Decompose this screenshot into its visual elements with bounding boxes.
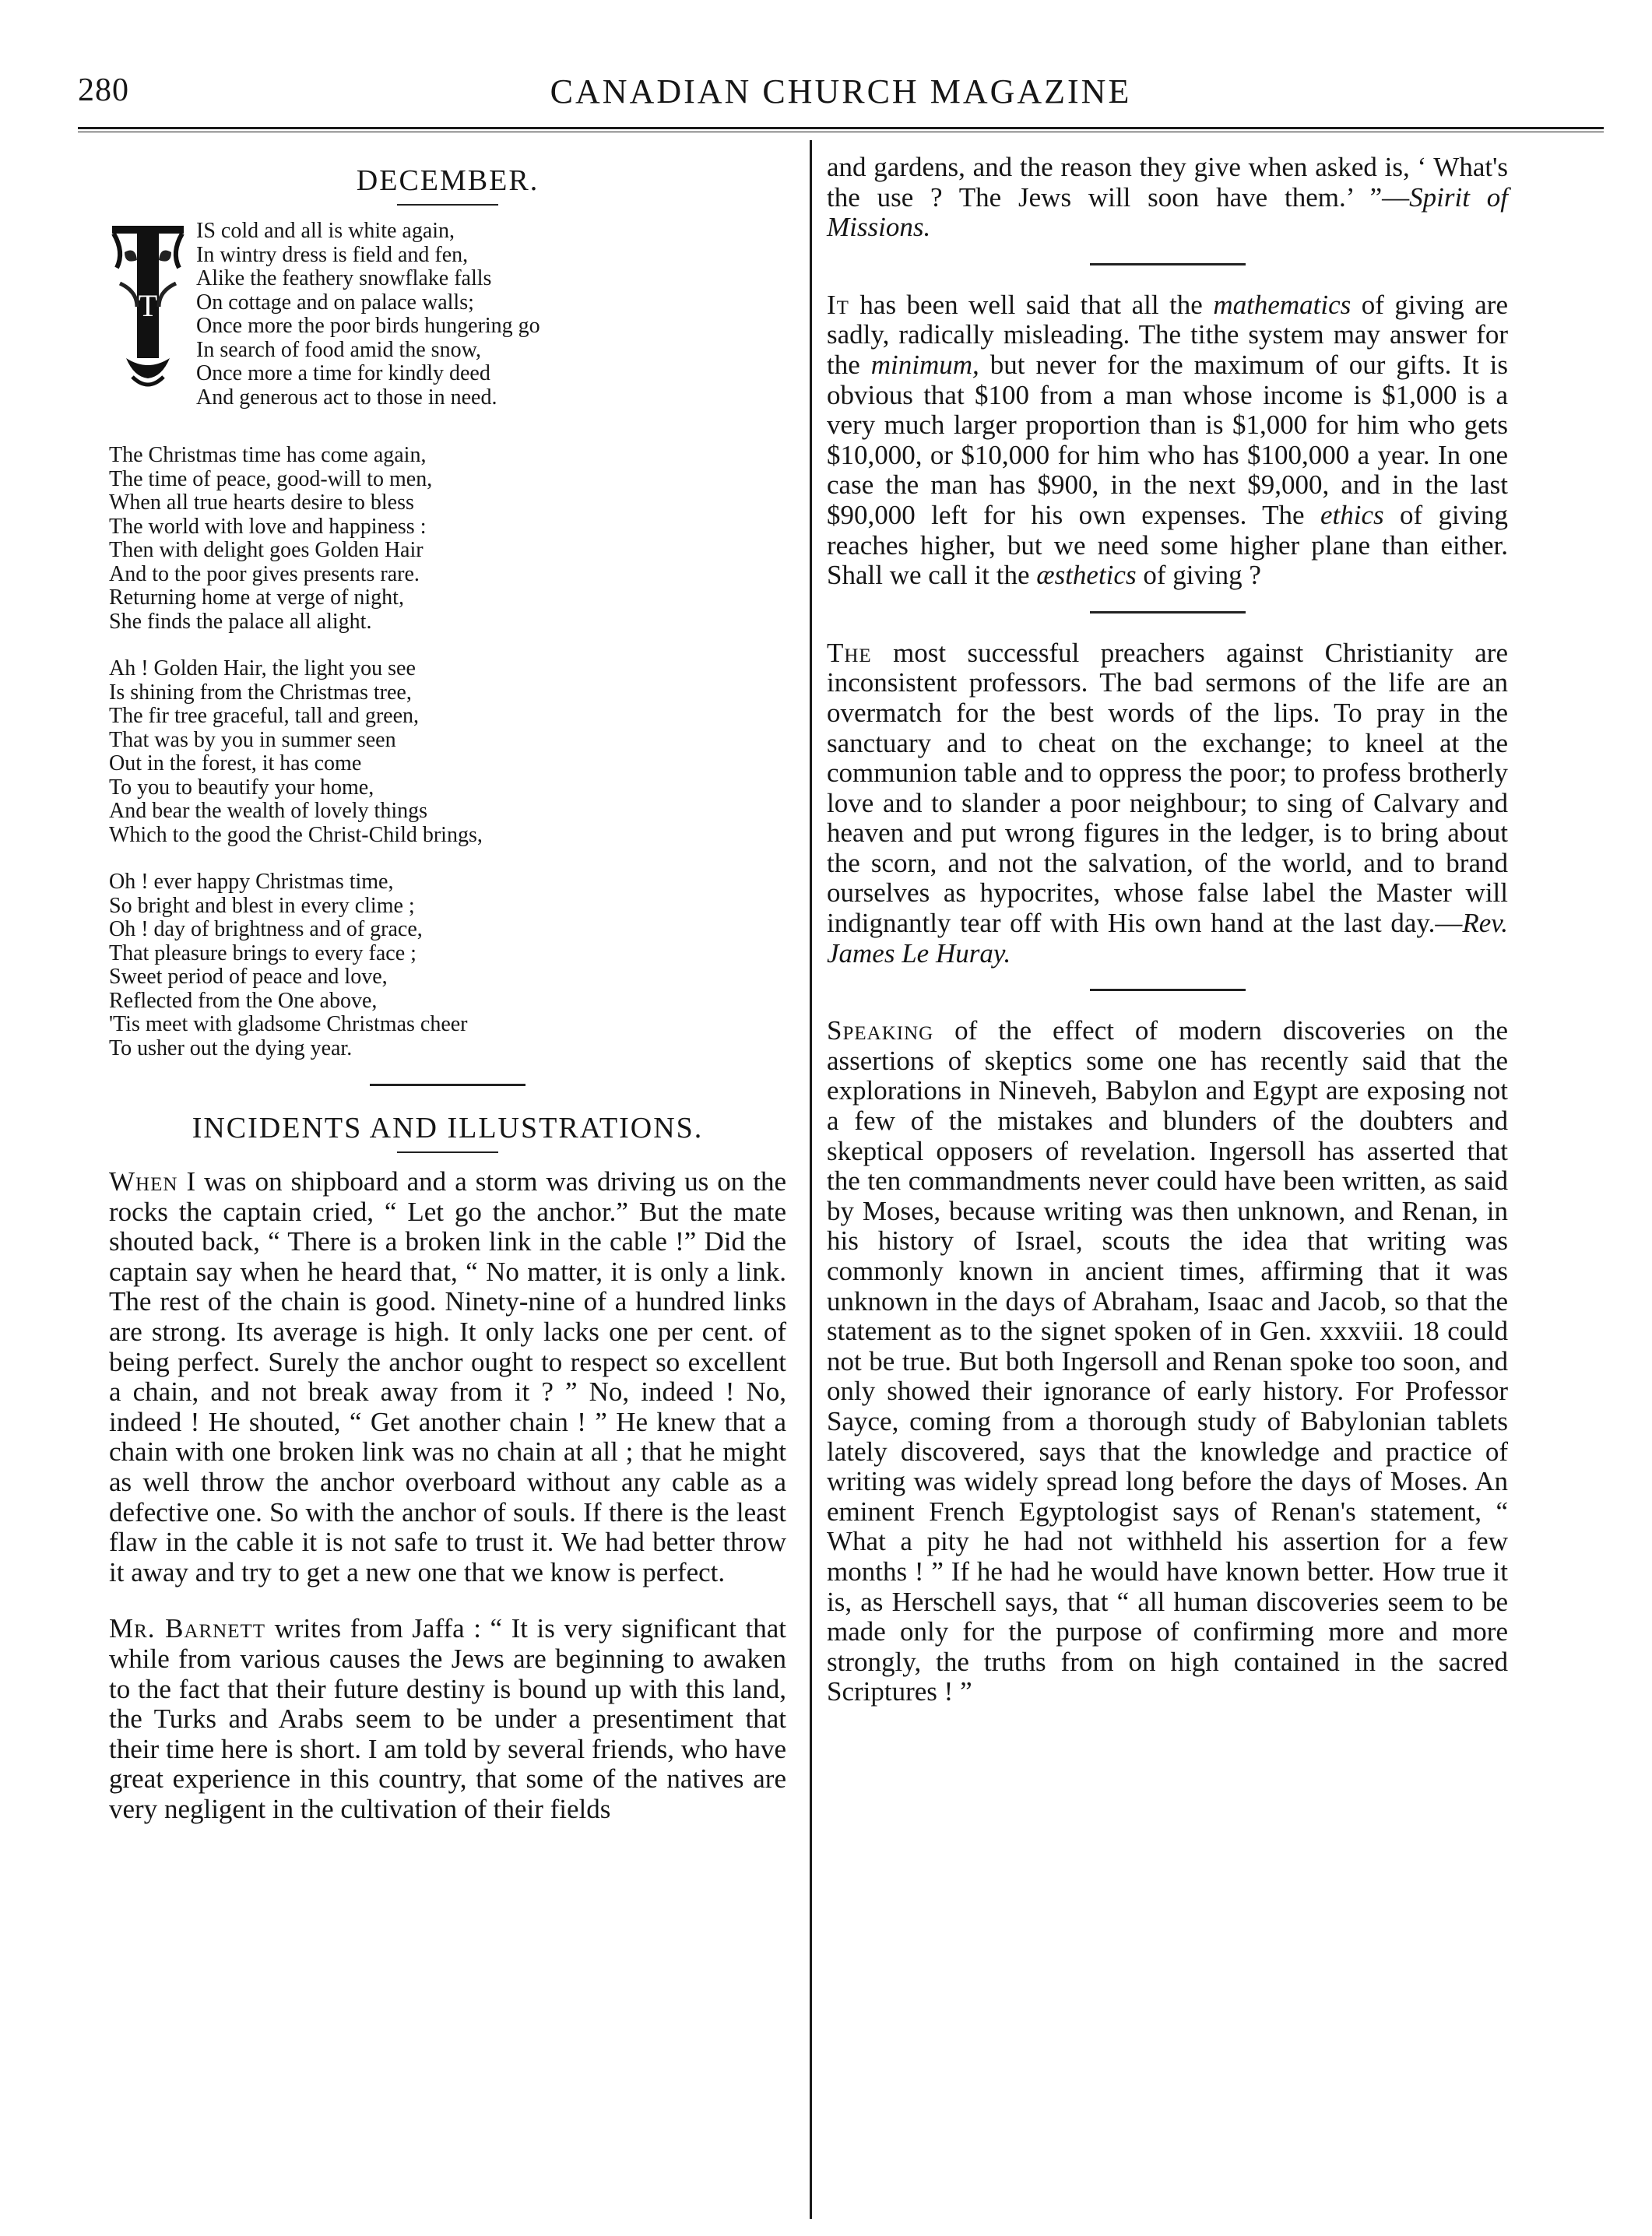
paragraph-text: I was on shipboard and a storm was driving us on the rocks the captain cried, “ Let go the anchor.” But the mate shouted back, “ There is a broken link in the cable !” Did the captain say when he heard that, “ No matter, it is only a link. The rest of the chain is good. Ninety-nine of a hundred links are strong. Its average is high. It only lacks one per cent. of being perfect. Surely the anchor ought to respect so excellent a chain, and not break away from it ? ” No, indeed ! No, indeed ! He shouted, “ Get another chain ! ” He knew that a chain with one broken link was no chain at all ; that he might as well throw the anchor overboard without any cable as a defective one. So with the anchor of souls. If there is the least flaw in the cable it is not safe to trust it. We had better throw it away and try to get a new one that we know is perfect. (109, 1166, 786, 1587)
left-column (109, 153, 786, 1824)
poem-line: To usher out the dying year. (109, 1035, 353, 1060)
poem-line: And bear the wealth of lovely things (109, 799, 428, 823)
lead-word: When (109, 1166, 178, 1197)
dropcap-letter: T (138, 288, 158, 323)
poem-line: Sweet period of peace and love, (109, 965, 388, 989)
barnett-paragraph (109, 1614, 786, 1824)
poem-line: 'Tis meet with gladsome Christmas cheer (109, 1012, 468, 1036)
poem-line: Is shining from the Christmas tree, (109, 680, 412, 705)
poem-line: In wintry dress is field and fen, (196, 242, 469, 267)
right-column (827, 153, 1508, 1707)
poem-line: That was by you in summer seen (109, 727, 396, 752)
poem-line: Then with delight goes Golden Hair (109, 538, 424, 562)
discoveries-paragraph (827, 1016, 1508, 1707)
poem-line: In search of food amid the snow, (196, 337, 481, 362)
poem-line: Out in the forest, it has come (109, 751, 362, 775)
section-rule (370, 1084, 525, 1086)
title-rule (397, 204, 498, 206)
poem-line: Once more a time for kindly deed (196, 361, 490, 385)
poem-line: IS cold and all is white again, (196, 219, 455, 243)
lead-word: The (827, 637, 872, 668)
lead-word: It (827, 289, 849, 320)
paragraph-text: writes from Jaffa : “ It is very significant that while from various causes the Jews are beginning to awaken to the fact that their future destiny is bound up with this land, the Turks and Arabs seem to be under a presentiment that their time here is short. I am told by several friends, who have great experience in this country, that some of the natives are very negligent in the cultivation of their fields (109, 1613, 786, 1824)
mathematics-paragraph: It has been well said that all the mathematics of giving are sadly, radically misleading. The tithe system may answer for the minimum, but never for the maximum of our gifts. It is obvious that $100 from a man whose income is $1,000 is a very much larger proportion than is $1,000 for him who gets $10,000, or $10,000 for him who has $100,000 a year. In one case the man has $900, in the next $9,000, and in the last $90,000 left for his own expenses. The ethics of giving reaches higher, but we need some higher plane than either. Shall we call it the æsthetics of giving ? (827, 289, 1509, 591)
poem-line: Alike the feathery snowflake falls (196, 266, 492, 290)
source-attribution: Spirit of Missions. (827, 181, 1508, 243)
poem-line: Oh ! ever happy Christmas time, (109, 870, 394, 894)
poem-line: So bright and blest in every clime ; (109, 893, 415, 918)
header-rule (78, 127, 1604, 132)
poem-line: Returning home at verge of night, (109, 585, 404, 610)
section-rule (1090, 263, 1246, 265)
paragraph-text: of the effect of modern discoveries on the assertions of skeptics some one has recently said that the explorations in Nineveh, Babylon and Egypt are exposing not a few of the mistakes and blunders of the doubters and skeptical opposers of revelation. Ingersoll has asserted that the ten commandments never could have been written, as said by Moses, because writing was then unknown, and Renan, in his history of Israel, scouts the idea that writing was commonly known in ancient times, affirming that it was unknown in the days of Abraham, Isaac and Jacob, so that the statement as to the signet spoken of in Gen. xxxviii. 18 could not be true. But both Ingersoll and Renan spoke too soon, and only showed their ignorance of early history. For Professor Sayce, coming from a thorough study of Babylonian tablets lately discovered, says that the knowledge and practice of writing was widely spread long before the days of Moses. An eminent French Egyptologist says of Renan's statement, “ What a pity he had not withheld his assertion for a few months ! ” If he had he would have known better. How true it is, as Herschell says, that “ all human discoveries seem to be made only for the purpose of confirming more and more strongly, the truths from on high contained in the sacred Scriptures ! ” (827, 1015, 1508, 1707)
poem-stanza (109, 220, 786, 420)
poem (109, 220, 786, 1060)
lead-word: Speaking (827, 1015, 934, 1046)
poem-line: The world with love and happiness : (109, 514, 427, 539)
poem-line: Ah ! Golden Hair, the light you see (109, 656, 416, 680)
poem-line: Which to the good the Christ-Child brings, (109, 822, 483, 847)
ornamental-dropcap-icon (109, 221, 187, 400)
paragraph-text: and gardens, and the reason they give when asked is, ‘ What's the use ? The Jews will soon have them.’ ”— (827, 152, 1508, 213)
author-attribution: Rev. James Le Huray. (827, 908, 1508, 969)
poem-line: Reflected from the One above, (109, 988, 378, 1013)
poem-line: The fir tree graceful, tall and green, (109, 704, 420, 728)
poem-line: She finds the palace all alight. (109, 609, 372, 634)
title-rule (397, 1151, 498, 1153)
page-number: 280 (78, 72, 129, 108)
poem-line: Once more the poor birds hungering go (196, 314, 540, 338)
poem-line: And to the poor gives presents rare. (109, 561, 420, 586)
section-rule (1090, 989, 1246, 991)
section-rule (1090, 611, 1246, 613)
barnett-continued-paragraph (827, 153, 1508, 243)
poem-stanza (109, 870, 786, 1060)
page-header (78, 72, 1604, 121)
poem-line: To you to beautify your home, (109, 775, 374, 800)
poem-line: That pleasure brings to every face ; (109, 940, 417, 965)
incidents-title: INCIDENTS AND ILLUSTRATIONS. (192, 1112, 704, 1144)
poem-line: On cottage and on palace walls; (196, 290, 474, 315)
lead-word: Mr. Barnett (109, 1613, 266, 1644)
poem-line: When all true hearts desire to bless (109, 490, 414, 515)
poem-stanza (109, 444, 786, 634)
magazine-title: CANADIAN CHURCH MAGAZINE (550, 72, 1132, 111)
poem-line: Oh ! day of brightness and of grace, (109, 917, 423, 941)
shipboard-paragraph (109, 1167, 786, 1587)
preachers-paragraph (827, 638, 1508, 969)
poem-line: The Christmas time has come again, (109, 443, 427, 467)
paragraph-text: most successful preachers against Christianity are inconsistent professors. The bad sermons of the life are an overmatch for the best words of the lips. To pray in the sanctuary and to cheat on the exchange; to kneel at the communion table and to oppress the poor; to profess brotherly love and to slander a poor neighbour; to sing of Calvary and heaven and put wrong figures in the ledger, is to bring about the scorn, and not the salvation, of the world, and to brand ourselves as hypocrites, whose false label the Master will indignantly tear off with His own hand at the last day.— (827, 637, 1508, 939)
poem-stanza (109, 657, 786, 847)
column-divider (810, 140, 812, 2219)
poem-line: And generous act to those in need. (196, 385, 497, 410)
poem-line: The time of peace, good-will to men, (109, 466, 433, 491)
poem-title: DECEMBER. (356, 164, 540, 197)
